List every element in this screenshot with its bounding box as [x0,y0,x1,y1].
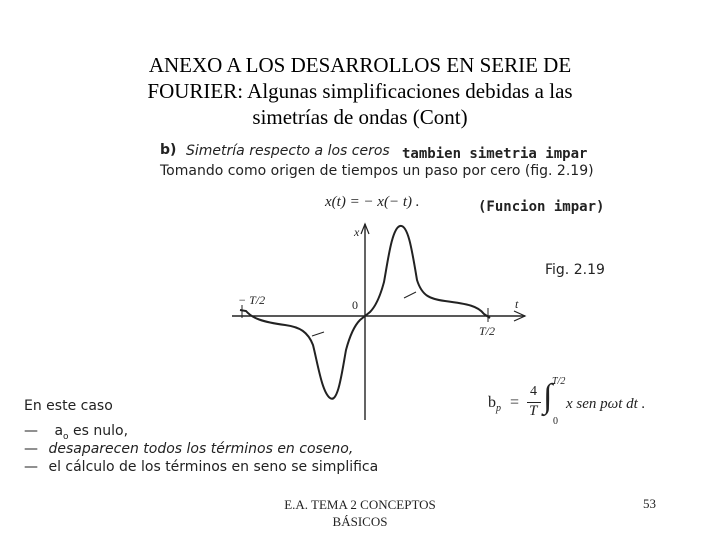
case-intro: En este caso [24,398,113,414]
formula-lhs [488,394,501,414]
x-axis-label: t [515,297,519,311]
case-item-2 [24,441,353,457]
handwritten-annotation-odd-symmetry: tambien simetria impar [402,146,588,162]
footer-line-1: E.A. TEMA 2 CONCEPTOS [284,497,436,512]
formula-upper-limit: T/2 [552,376,566,387]
odd-function-equation: x(t) = − x(− t) . [325,194,420,210]
case-item-1-text: es nulo, [68,423,129,439]
case-item-3-dash: — [24,459,38,475]
y-axis-label: x [354,225,360,239]
pos-half-period-label: T/2 [479,324,496,338]
handwritten-annotation-odd-function: (Funcion impar) [478,199,605,215]
case-item-3 [24,459,378,475]
title-line-1: ANEXO A LOS DESARROLLOS EN SERIE DE [148,53,572,77]
case-item-2-text: desaparecen todos los términos en coseno, [48,441,354,457]
case-item-1-sub: o [63,431,69,442]
title-line-2: FOURIER: Algunas simplificaciones debidas a las [147,79,573,103]
case-item-2-dash: — [24,441,38,457]
formula-b: b [488,394,496,411]
curve-tick-right [404,292,416,298]
curve-tick-left [312,332,324,336]
title-line-3: simetrías de ondas (Cont) [252,105,468,129]
origin-text: Tomando como origen de tiempos un paso por cero (fig. 2.19) [160,163,594,179]
origin-label: 0 [352,298,358,312]
formula-coef-den: T [529,403,538,419]
case-item-3-text: el cálculo de los términos en seno se simplifica [48,459,379,475]
case-item-1-coef: a [54,423,64,439]
page-number: 53 [643,496,656,511]
item-heading: Simetría respecto a los ceros [186,143,390,159]
formula-coef-num: 4 [530,384,537,399]
footer-course-title [260,496,460,530]
formula-sub-p: p [496,403,501,415]
case-item-1-dash: — [24,423,38,439]
formula-integrand: x sen pωt dt . [566,396,646,412]
formula-equals: = [510,394,520,411]
integral-sign-icon: ∫ [543,378,553,415]
figure-label: Fig. 2.19 [545,262,605,278]
footer-line-2: BÁSICOS [332,514,388,529]
case-item-1 [24,423,128,442]
formula-lower-limit: 0 [553,416,558,427]
item-label: b) [160,142,177,158]
neg-half-period-label: − T/2 [238,293,266,307]
